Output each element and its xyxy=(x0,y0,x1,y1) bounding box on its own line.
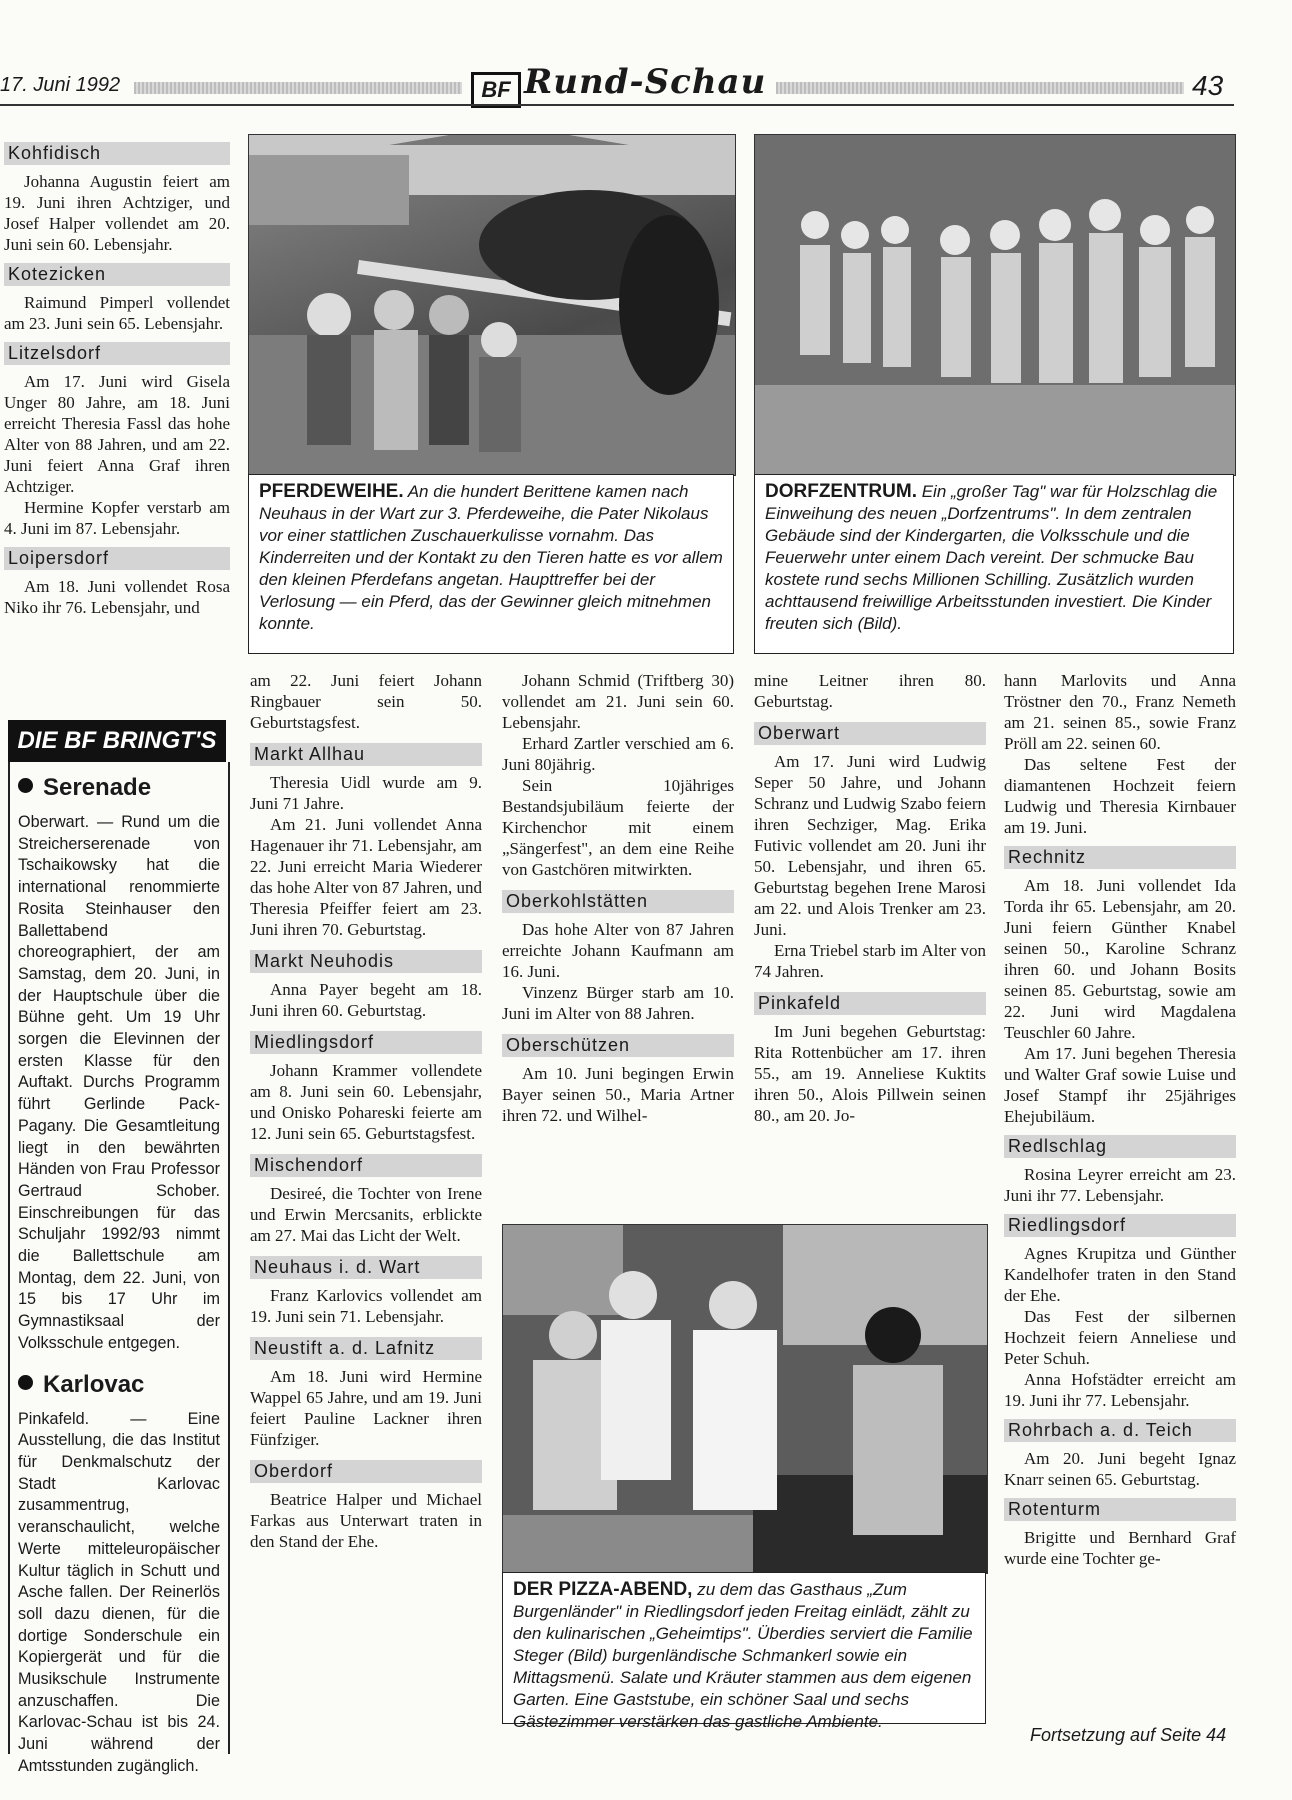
page-number: 43 xyxy=(1192,70,1224,101)
section-heading: Miedlingsdorf xyxy=(250,1031,482,1054)
photo-dorfzentrum xyxy=(754,134,1236,476)
caption-pferdeweihe xyxy=(248,474,734,654)
article-text: Desireé, die Tochter von Irene und Erwin Mercsanits, erblickte am 27. Mai das Licht der Welt. xyxy=(250,1184,482,1245)
sidebar-item-serenade: Serenade xyxy=(18,774,220,802)
article-text: Franz Karlovics vollendet am 19. Juni sein 71. Lebensjahr. xyxy=(250,1286,482,1326)
section-heading: Oberwart xyxy=(754,722,986,745)
continued-note: Fortsetzung auf Seite 44 xyxy=(1030,1725,1227,1745)
bf-logo: BF xyxy=(471,72,521,108)
sidebar-text: Oberwart. — Rund um die Streicherserenade von Tschaikowsky hat die international renommierte Rosita Steinhauser den Ballettabend choreographiert, der am Samstag, dem 20. Juni, in der Hauptschule über die Bühne geht. Um 19 Uhr sorgen die Elevinnen der ersten Klasse für den Auftakt. Durchs Programm führt Gerlinde Pack-Pagany. Die Gesamtleitung liegt in den bewährten Händen von Frau Professor Gertraud Schober. Einschreibungen für das Schuljahr 1992/93 nimmt die Ballettschule am Montag, dem 22. Juni, von 15 bis 17 Uhr im Gymnastiksaal der Volksschule entgegen. xyxy=(18,813,220,1352)
caption-text: zu dem das Gasthaus „Zum Burgenländer" in Riedlingsdorf jeden Freitag einlädt, zählt zu den kulinarischen „Geheimtips". Überdies serviert die Familie Steger (Bild) burgenländische Schmankerl sowie ein Mittagsmenü. Salate und Kräuter stammen aus dem eigenen Garten. Eine Gaststube, ein schöner Saal und sechs Gästezimmer verstärken das gastliche Ambiente. xyxy=(513,1580,973,1731)
caption-pizza-abend xyxy=(502,1572,986,1731)
article-text: Rosina Leyrer erreicht am 23. Juni ihr 77. Lebensjahr. xyxy=(1004,1165,1236,1205)
section-heading: Loipersdorf xyxy=(4,547,230,570)
section-heading: Pinkafeld xyxy=(754,992,986,1015)
header-rule-right xyxy=(776,82,1184,94)
article-text: Beatrice Halper und Michael Farkas aus Unterwart traten in den Stand der Ehe. xyxy=(250,1490,482,1551)
caption-text: Ein „großer Tag" war für Holzschlag die Einweihung des neuen „Dorfzentrums". In dem zentralen Gebäude sind der Kindergarten, die Volksschule und die Feuerwehr unter einem Dach vereint. Der schmucke Bau kostete rund sechs Millionen Schilling. Zusätzlich wurden achttausend freiwillige Arbeitsstunden investiert. Die Kinder freuten sich (Bild). xyxy=(765,482,1218,633)
article-text: Am 17. Juni wird Gisela Unger 80 Jahre, am 18. Juni erreicht Theresia Fassl das hohe Alter von 88 Jahren, und am 22. Juni feiert Anna Graf ihren Achtziger. Hermine Kopfer verstarb am 4. Juni im 87. Lebensjahr. xyxy=(4,372,230,538)
article-text: Brigitte und Bernhard Graf wurde eine Tochter ge- xyxy=(1004,1528,1236,1568)
column-2 xyxy=(250,670,482,1552)
caption-dorfzentrum xyxy=(754,474,1234,654)
sidebar-item-karlovac: Karlovac xyxy=(18,1371,220,1399)
caption-text: An die hundert Berittene kamen nach Neuhaus in der Wart zur 3. Pferdeweihe, die Pater Nikolaus vor einer stattlichen Zuschauerkulisse vornahm. Das Kinderreiten und der Kontakt zu den Tieren hatte es vor allem den kleinen Pferdefans angetan. Haupttreffer bei der Verlosung — ein Pferd, das der Gewinner gleich mitnehmen konnte. xyxy=(259,482,723,633)
section-heading: Oberkohlstätten xyxy=(502,890,734,913)
article-text: Das hohe Alter von 87 Jahren erreichte Johann Kaufmann am 16. Juni. Vinzenz Bürger starb am 10. Juni im Alter von 88 Jahren. xyxy=(502,920,734,1023)
section-heading: Mischendorf xyxy=(250,1154,482,1177)
section-heading: Rohrbach a. d. Teich xyxy=(1004,1419,1236,1442)
article-text: Am 10. Juni begingen Erwin Bayer seinen 50., Maria Artner ihren 72. und Wilhel- xyxy=(502,1064,734,1125)
section-heading: Kotezicken xyxy=(4,263,230,286)
section-heading: Rotenturm xyxy=(1004,1498,1236,1521)
bullet-icon xyxy=(18,778,33,793)
article-text: Raimund Pimperl vollendet am 23. Juni sein 65. Lebensjahr. xyxy=(4,293,230,333)
section-heading: Markt Neuhodis xyxy=(250,950,482,973)
article-text: Johann Krammer vollendete am 8. Juni sein 60. Lebensjahr, und Onisko Pohareski feierte am 12. Juni sein 65. Geburtstagsfest. xyxy=(250,1061,482,1143)
horse-photo-illustration xyxy=(249,135,735,475)
section-heading: Redlschlag xyxy=(1004,1135,1236,1158)
article-text: am 22. Juni feiert Johann Ringbauer sein 50. Geburtstagsfest. xyxy=(250,671,482,732)
section-heading: Oberschützen xyxy=(502,1034,734,1057)
section-heading: Rechnitz xyxy=(1004,846,1236,869)
issue-date: 17. Juni 1992 xyxy=(0,74,121,96)
section-heading: Riedlingsdorf xyxy=(1004,1214,1236,1237)
section-heading: Litzelsdorf xyxy=(4,342,230,365)
section-heading: Oberdorf xyxy=(250,1460,482,1483)
column-5 xyxy=(1004,670,1236,1569)
section-heading: Markt Allhau xyxy=(250,743,482,766)
article-text: hann Marlovits und Anna Tröstner den 70., Franz Nemeth am 21. seinen 85., sowie Franz Pröll am 22. seinen 60. Das seltene Fest der diamantenen Hochzeit feiern Ludwig und Theresia Kirnbauer am 19. Juni. xyxy=(1004,671,1236,837)
kitchen-photo-illustration xyxy=(503,1225,987,1573)
bullet-icon xyxy=(18,1375,33,1390)
section-heading: Neuhaus i. d. Wart xyxy=(250,1256,482,1279)
sidebar-text: Pinkafeld. — Eine Ausstellung, die das Institut für Denkmalschutz der Stadt Karlovac zusammentrug, veranschaulicht, welche Werte mitteleuropäischer Kultur täglich in Schutt und Asche fallen. Der Reinerlös soll dazu dienen, für die dortige Sonderschule ein Kopiergerät und für die Musikschule Instrumente anzuschaffen. Die Karlovac-Schau ist bis 24. Juni während der Amtsstunden zugänglich. xyxy=(18,1409,220,1775)
article-text: Am 20. Juni begeht Ignaz Knarr seinen 65. Geburtstag. xyxy=(1004,1449,1236,1489)
article-text: mine Leitner ihren 80. Geburtstag. xyxy=(754,671,986,711)
section-heading: Neustift a. d. Lafnitz xyxy=(250,1337,482,1360)
caption-lead: DER PIZZA-ABEND, xyxy=(513,1579,693,1600)
bf-bringts-banner: DIE BF BRINGT'S xyxy=(8,720,226,762)
column-4 xyxy=(754,670,986,1126)
article-text: Am 18. Juni wird Hermine Wappel 65 Jahre, und am 19. Juni feiert Pauline Lackner ihren Fünfziger. xyxy=(250,1367,482,1449)
article-text: Im Juni begehen Geburtstag: Rita Rottenbücher am 17. ihren 55., am 19. Anneliese Kuktits ihren 50., Alois Pillwein seinen 80., am 20. Jo- xyxy=(754,1022,986,1125)
bf-bringts-box xyxy=(8,762,230,1775)
header-rule-left xyxy=(134,82,462,94)
section-heading: Kohfidisch xyxy=(4,142,230,165)
article-text: Anna Payer begeht am 18. Juni ihren 60. Geburtstag. xyxy=(250,980,482,1020)
children-photo-illustration xyxy=(755,135,1235,475)
caption-lead: PFERDEWEIHE. xyxy=(259,481,404,502)
article-text: Johann Schmid (Triftberg 30) vollendet am 21. Juni sein 60. Lebensjahr. Erhard Zartler verschied am 6. Juni 80jährig. Sein 10jähriges Bestandsjubiläum feierte der Kirchenchor mit einem „Sängerfest", an dem eine Reihe von Gastchören mitwirkten. xyxy=(502,671,734,879)
article-text: Am 17. Juni wird Ludwig Seper 50 Jahre, und Johann Schranz und Ludwig Szabo feiern ihren Sechziger, Mag. Erika Futivic vollendet am 20. Juni ihr 50. Lebensjahr, und ihren 65. Geburtstag begehen Irene Marosi am 22. und Alois Trenker am 23. Juni. Erna Triebel starb im Alter von 74 Jahren. xyxy=(754,752,987,981)
column-3 xyxy=(502,670,734,1126)
article-text: Am 18. Juni vollendet Ida Torda ihr 65. Lebensjahr, am 20. Juni feiern Günther Knabel seinen 50., Karoline Schranz ihren 60. und Johann Bosits seinen 85. Geburtstag, sowie am 22. Juni wird Magdalena Teuschler 60 Jahre. Am 17. Juni begehen Theresia und Walter Graf sowie Luise und Josef Stampf ihr 25jähriges Ehejubiläum. xyxy=(1004,876,1236,1126)
left-column xyxy=(4,142,230,618)
article-text: Johanna Augustin feiert am 19. Juni ihren Achtziger, und Josef Halper vollendet am 20. Juni sein 60. Lebensjahr. xyxy=(4,172,230,254)
photo-pizza-abend xyxy=(502,1224,988,1574)
masthead-title: Rund-Schau xyxy=(524,62,767,102)
header-divider xyxy=(0,104,1234,106)
article-text: Am 18. Juni vollendet Rosa Niko ihr 76. Lebensjahr, und xyxy=(4,577,230,617)
article-text: Agnes Krupitza und Günther Kandelhofer traten in den Stand der Ehe. Das Fest der silbernen Hochzeit feiern Anneliese und Peter Schuh. Anna Hofstädter erreicht am 19. Juni ihr 77. Lebensjahr. xyxy=(1004,1244,1236,1410)
photo-pferdeweihe xyxy=(248,134,736,476)
caption-lead: DORFZENTRUM. xyxy=(765,481,917,502)
article-text: Theresia Uidl wurde am 9. Juni 71 Jahre. Am 21. Juni vollendet Anna Hagenauer ihr 71. Lebensjahr, am 22. Juni erreicht Maria Wiederer das hohe Alter von 87 Jahren, und Theresia Pfeiffer feiert am 23. Juni ihren 70. Geburtstag. xyxy=(250,773,482,939)
